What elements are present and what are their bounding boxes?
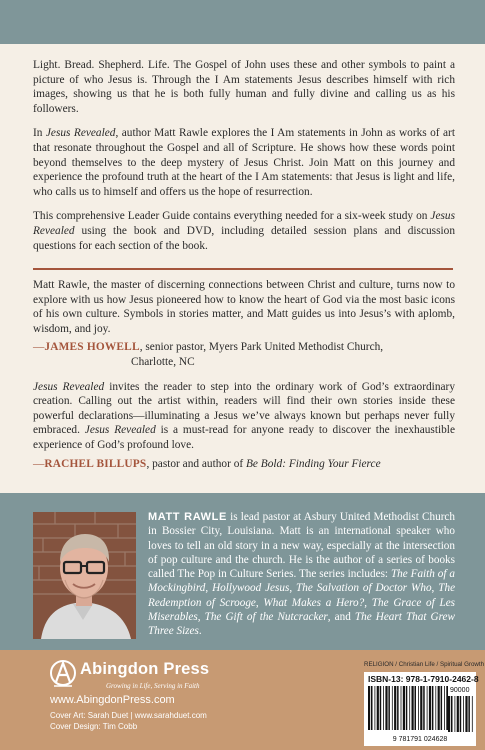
publisher-logo-icon — [50, 658, 80, 692]
author-section — [0, 493, 485, 650]
publisher-tagline: Growing in Life, Serving in Faith — [106, 682, 200, 690]
isbn-number: ISBN-13: 978-1-7910-2462-8 — [368, 674, 479, 684]
endorsement-quote-1: Matt Rawle, the master of discerning connections between Christ and culture, turns now to explore with us how Jesus pioneered how to know the heart of God via the most basic icons of his own culture. Symbols in stories matter, and Matt guides us into Jesus’s with aplomb, wisdom, and joy. — [33, 279, 455, 335]
publisher-logo — [50, 658, 280, 694]
endorsement-attribution-2: —RACHEL BILLUPS, pastor and author of Be Bold: Finding Your Fierce — [33, 457, 381, 470]
book-description — [33, 58, 455, 263]
endorser-name: RACHEL BILLUPS — [44, 457, 147, 470]
endorsement-quote-2: Jesus Revealed invites the reader to step into the ordinary work of God’s extraordinary creation. Calling out the artist within, readers will find their own stories inside these powerful declarations—illuminating a Jesus we’ve always known but perhaps never fully embraced. Jesus Revealed is a must-read for anyone ready to discover the inexhaustible experience of God’s profound love. — [33, 380, 455, 451]
barcode-panel — [364, 672, 479, 746]
publisher-website: www.AbingdonPress.com — [50, 694, 175, 706]
barcode-digits: 9 781791 024628 — [392, 736, 448, 743]
author-portrait-image — [33, 512, 136, 639]
publisher-section — [0, 650, 485, 750]
book-category: RELIGION / Christian Life / Spiritual Growth — [364, 661, 485, 668]
price-code: 90000 — [450, 687, 470, 694]
endorsements — [33, 278, 455, 481]
cover-design-credit: Cover Design: Tim Cobb — [50, 722, 138, 731]
description-paragraph-1: Light. Bread. Shepherd. Life. The Gospel of John uses these and other symbols to paint a picture of who Jesus is. Through the I Am statements Jesus describes himself with rich images, showing us that he is both fully human and fully divine and calling us as his followers. — [33, 59, 455, 115]
price-barcode — [448, 696, 474, 732]
author-name: MATT RAWLE — [148, 511, 227, 523]
cover-art-credit: Cover Art: Sarah Duet | www.sarahduet.com — [50, 711, 207, 720]
description-paragraph-3: This comprehensive Leader Guide contains everything needed for a six-week study on Jesus Revealed using the book and DVD, including detailed session plans and discussion questions for each section of the book. — [33, 210, 455, 252]
top-color-band — [0, 0, 485, 44]
isbn-barcode — [368, 686, 448, 730]
endorser-name: JAMES HOWELL — [44, 341, 140, 354]
author-photo — [33, 512, 136, 639]
endorsement-attribution-1: —JAMES HOWELL, senior pastor, Myers Park United Methodist Church, Charlotte, NC — [33, 341, 384, 368]
divider-rule — [33, 268, 453, 270]
author-bio: MATT RAWLE is lead pastor at Asbury United Methodist Church in Bossier City, Louisiana. Matt is an international speaker who loves to tell an old story in a new way, especially at the intersection of pop culture and the church. He is the author of a series of books called The Pop in Culture Series. The series includes: The Faith of a Mockingbird, Hollywood Jesus, The Salvation of Doctor Who, The Redemption of Scrooge, What Makes a Hero?, The Grace of Les Miserables, The Gift of the Nutcracker, and The Heart That Grew Three Sizes. — [148, 511, 456, 637]
description-paragraph-2: In Jesus Revealed, author Matt Rawle explores the I Am statements in John as works of art that resonate throughout the Gospel and all of Scripture. He shows how these words point beyond themselves to the deep mystery of Jesus Christ. Join Matt on this journey and experience the profound truth at the heart of the I Am statements: that Jesus is light and life, who calls us to himself and offers us the hope of resurrection. — [33, 127, 455, 198]
publisher-name: Abingdon Press — [80, 660, 210, 678]
